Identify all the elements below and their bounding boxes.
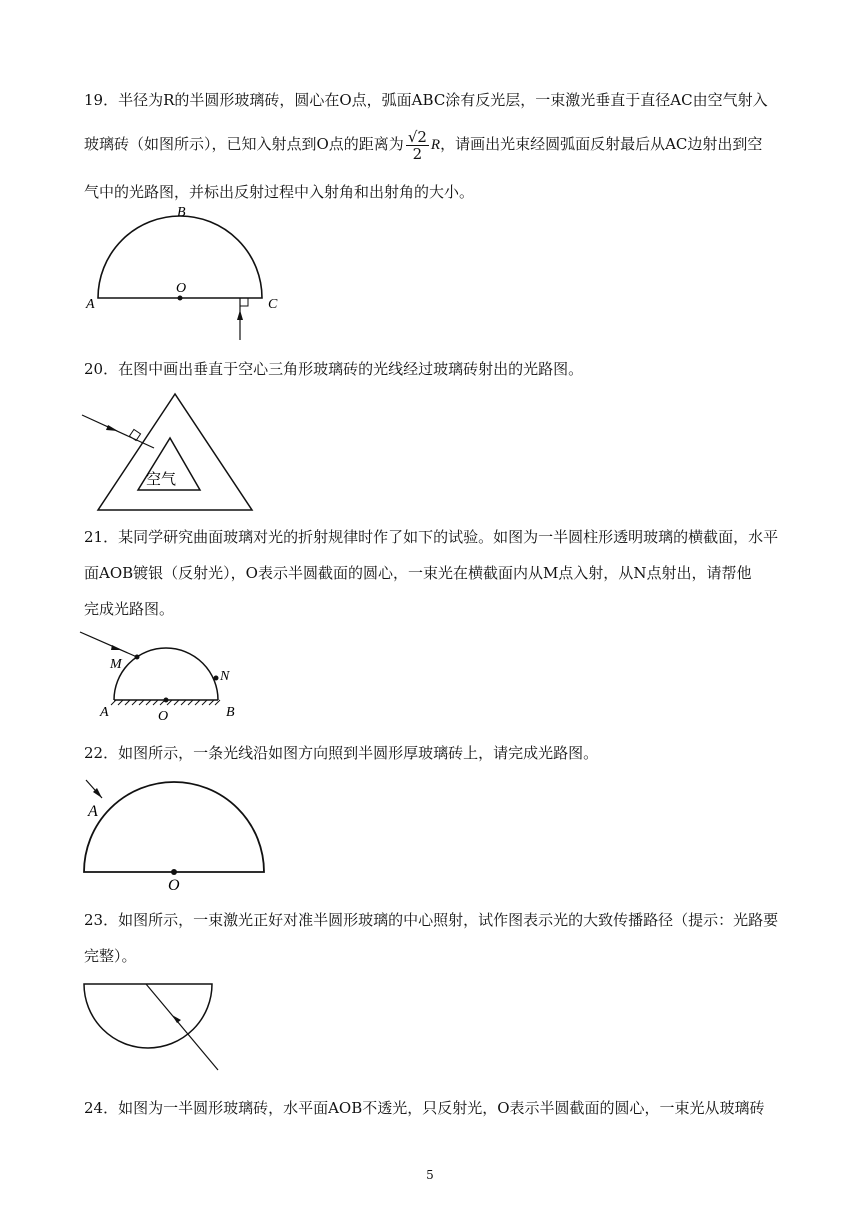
figure-q23-semicircle (80, 980, 230, 1080)
label-O: O (158, 709, 169, 724)
label-C: C (268, 297, 278, 312)
q19-line1: 19．半径为R的半圆形玻璃砖，圆心在O点，弧面ABC涂有反光层，一束激光垂直于直径AC由空气射入 (84, 91, 768, 109)
q21-line3: 完成光路图。 (84, 600, 175, 618)
label-A: A (86, 297, 95, 312)
q24-line1: 24．如图为一半圆形玻璃砖，水平面AOB不透光，只反射光，O表示半圆截面的圆心，一束光从玻璃砖 (84, 1099, 765, 1117)
q19-line2: 玻璃砖（如图所示），已知入射点到O点的距离为 $\frac{√2}{2}$ R，请画出光束经圆弧面反射最后从AC边射出到空 (84, 127, 763, 163)
fraction-sqrt2-over-2: $\frac{√2}{2}$ (407, 127, 427, 163)
label-B: B (177, 205, 186, 220)
label-A: A (100, 705, 109, 720)
label-A: A (88, 803, 98, 820)
q21-line2: 面AOB镀银（反射光），O表示半圆截面的圆心，一束光在横截面内从M点入射，从N点射出，请帮他 (84, 564, 752, 582)
figure-q21-silvered-semicircle (80, 628, 250, 728)
q19-line3: 气中的光路图，并标出反射过程中入射角和出射角的大小。 (84, 183, 475, 201)
label-air: 空气 (146, 470, 177, 488)
q21-line1: 21．某同学研究曲面玻璃对光的折射规律时作了如下的试验。如图为一半圆柱形透明玻璃的横截面，水平 (84, 528, 779, 546)
q20-line1: 20．在图中画出垂直于空心三角形玻璃砖的光线经过玻璃砖射出的光路图。 (84, 360, 584, 378)
figure-q20-hollow-triangle (80, 390, 260, 520)
page-number: 5 (426, 1168, 434, 1182)
label-O: O (176, 281, 187, 296)
label-N: N (220, 669, 230, 684)
q23-line1: 23．如图所示，一束激光正好对准半圆形玻璃的中心照射，试作图表示光的大致传播路径（提示：光路要 (84, 911, 779, 929)
label-M: M (110, 657, 122, 672)
q22-line1: 22．如图所示，一条光线沿如图方向照到半圆形厚玻璃砖上，请完成光路图。 (84, 744, 599, 762)
label-B: B (226, 705, 235, 720)
q23-line2: 完整）。 (84, 947, 137, 965)
figure-q19-semicircle (80, 198, 300, 348)
figure-q22-semicircle (80, 776, 280, 896)
label-O: O (168, 877, 180, 894)
